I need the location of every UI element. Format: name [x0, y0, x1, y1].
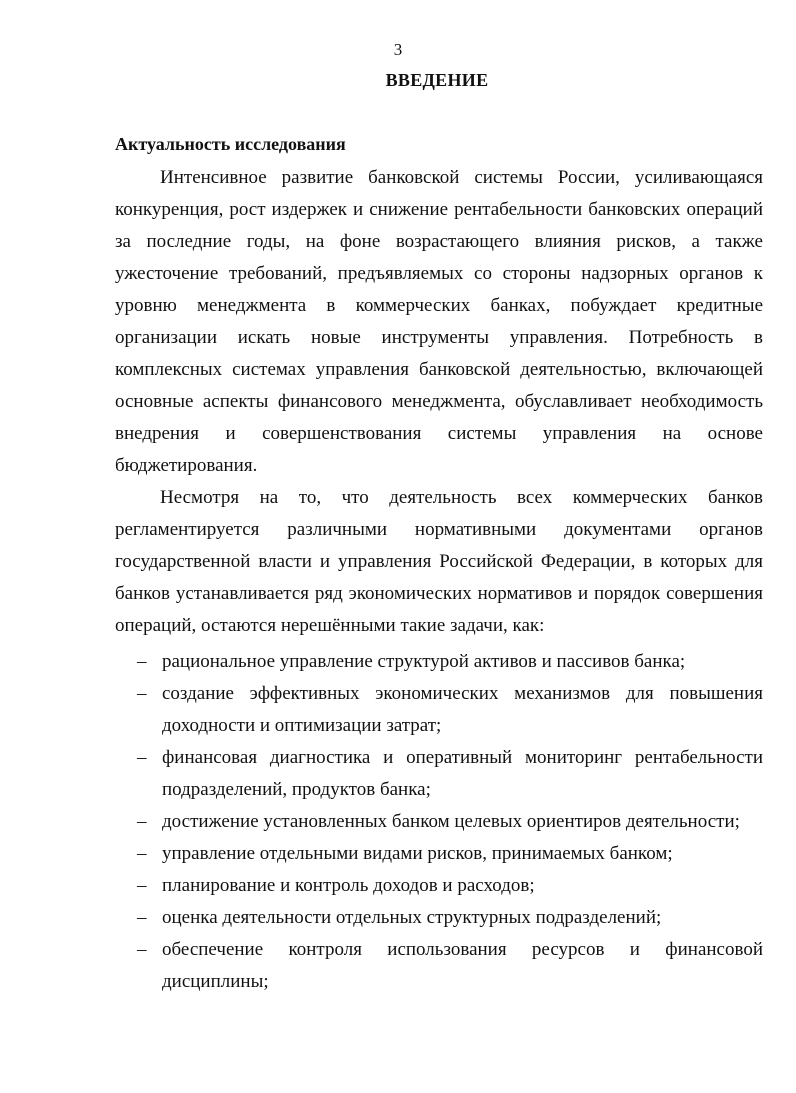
list-dash: –: [137, 651, 147, 672]
list-item-text: рациональное управление структурой активов и пассивов банка;: [162, 651, 686, 672]
list-dash: –: [137, 939, 147, 960]
list-dash: –: [137, 747, 147, 768]
paragraph-regulation: Несмотря на то, что деятельность всех коммерческих банков регламентируется различными нормативными документами органов государственной власти и управления Российской Федерации, в которых для банков устанавливается ряд экономических нормативов и порядок совершения операций, остаются нерешёнными такие задачи, как:: [115, 487, 763, 636]
list-item: [115, 870, 763, 902]
list-dash: –: [137, 907, 147, 928]
list-dash: –: [137, 843, 147, 864]
page-number: 3: [393, 40, 403, 59]
list-item-text: финансовая диагностика и оперативный мониторинг рентабельности подразделений, продуктов банка;: [162, 747, 763, 800]
paragraph-relevance: Интенсивное развитие банковской системы России, усиливающаяся конкуренция, рост издержек и снижение рентабельности банковских операций за последние годы, на фоне возрастающего влияния рисков, а также ужесточение требований, предъявляемых со стороны надзорных органов к уровню менеджмента в коммерческих банках, побуждает кредитные организации искать новые инструменты управления. Потребность в комплексных системах управления банковской деятельностью, включающей основные аспекты финансового менеджмента, обуславливает необходимость внедрения и совершенствования системы управления на основе бюджетирования.: [115, 167, 763, 476]
list-item: [115, 646, 763, 678]
list-item-text: достижение установленных банком целевых ориентиров деятельности;: [162, 811, 740, 832]
list-item-text: оценка деятельности отдельных структурных подразделений;: [162, 907, 662, 928]
list-item-text: управление отдельными видами рисков, принимаемых банком;: [162, 843, 673, 864]
list-item: [115, 806, 763, 838]
list-dash: –: [137, 811, 147, 832]
list-item: [115, 742, 763, 806]
document-title: ВВЕДЕНИЕ: [385, 70, 489, 90]
list-item: [115, 838, 763, 870]
tasks-list: [115, 646, 763, 998]
list-item-text: планирование и контроль доходов и расходов;: [162, 875, 535, 896]
list-item: [115, 934, 763, 998]
list-dash: –: [137, 875, 147, 896]
list-item-text: обеспечение контроля использования ресурсов и финансовой дисциплины;: [162, 939, 763, 992]
list-dash: –: [137, 683, 147, 704]
list-item-text: создание эффективных экономических механизмов для повышения доходности и оптимизации затрат;: [162, 683, 763, 736]
document-body: [115, 162, 763, 998]
section-heading: Актуальность исследования: [115, 134, 346, 154]
list-item: [115, 678, 763, 742]
list-item: [115, 902, 763, 934]
